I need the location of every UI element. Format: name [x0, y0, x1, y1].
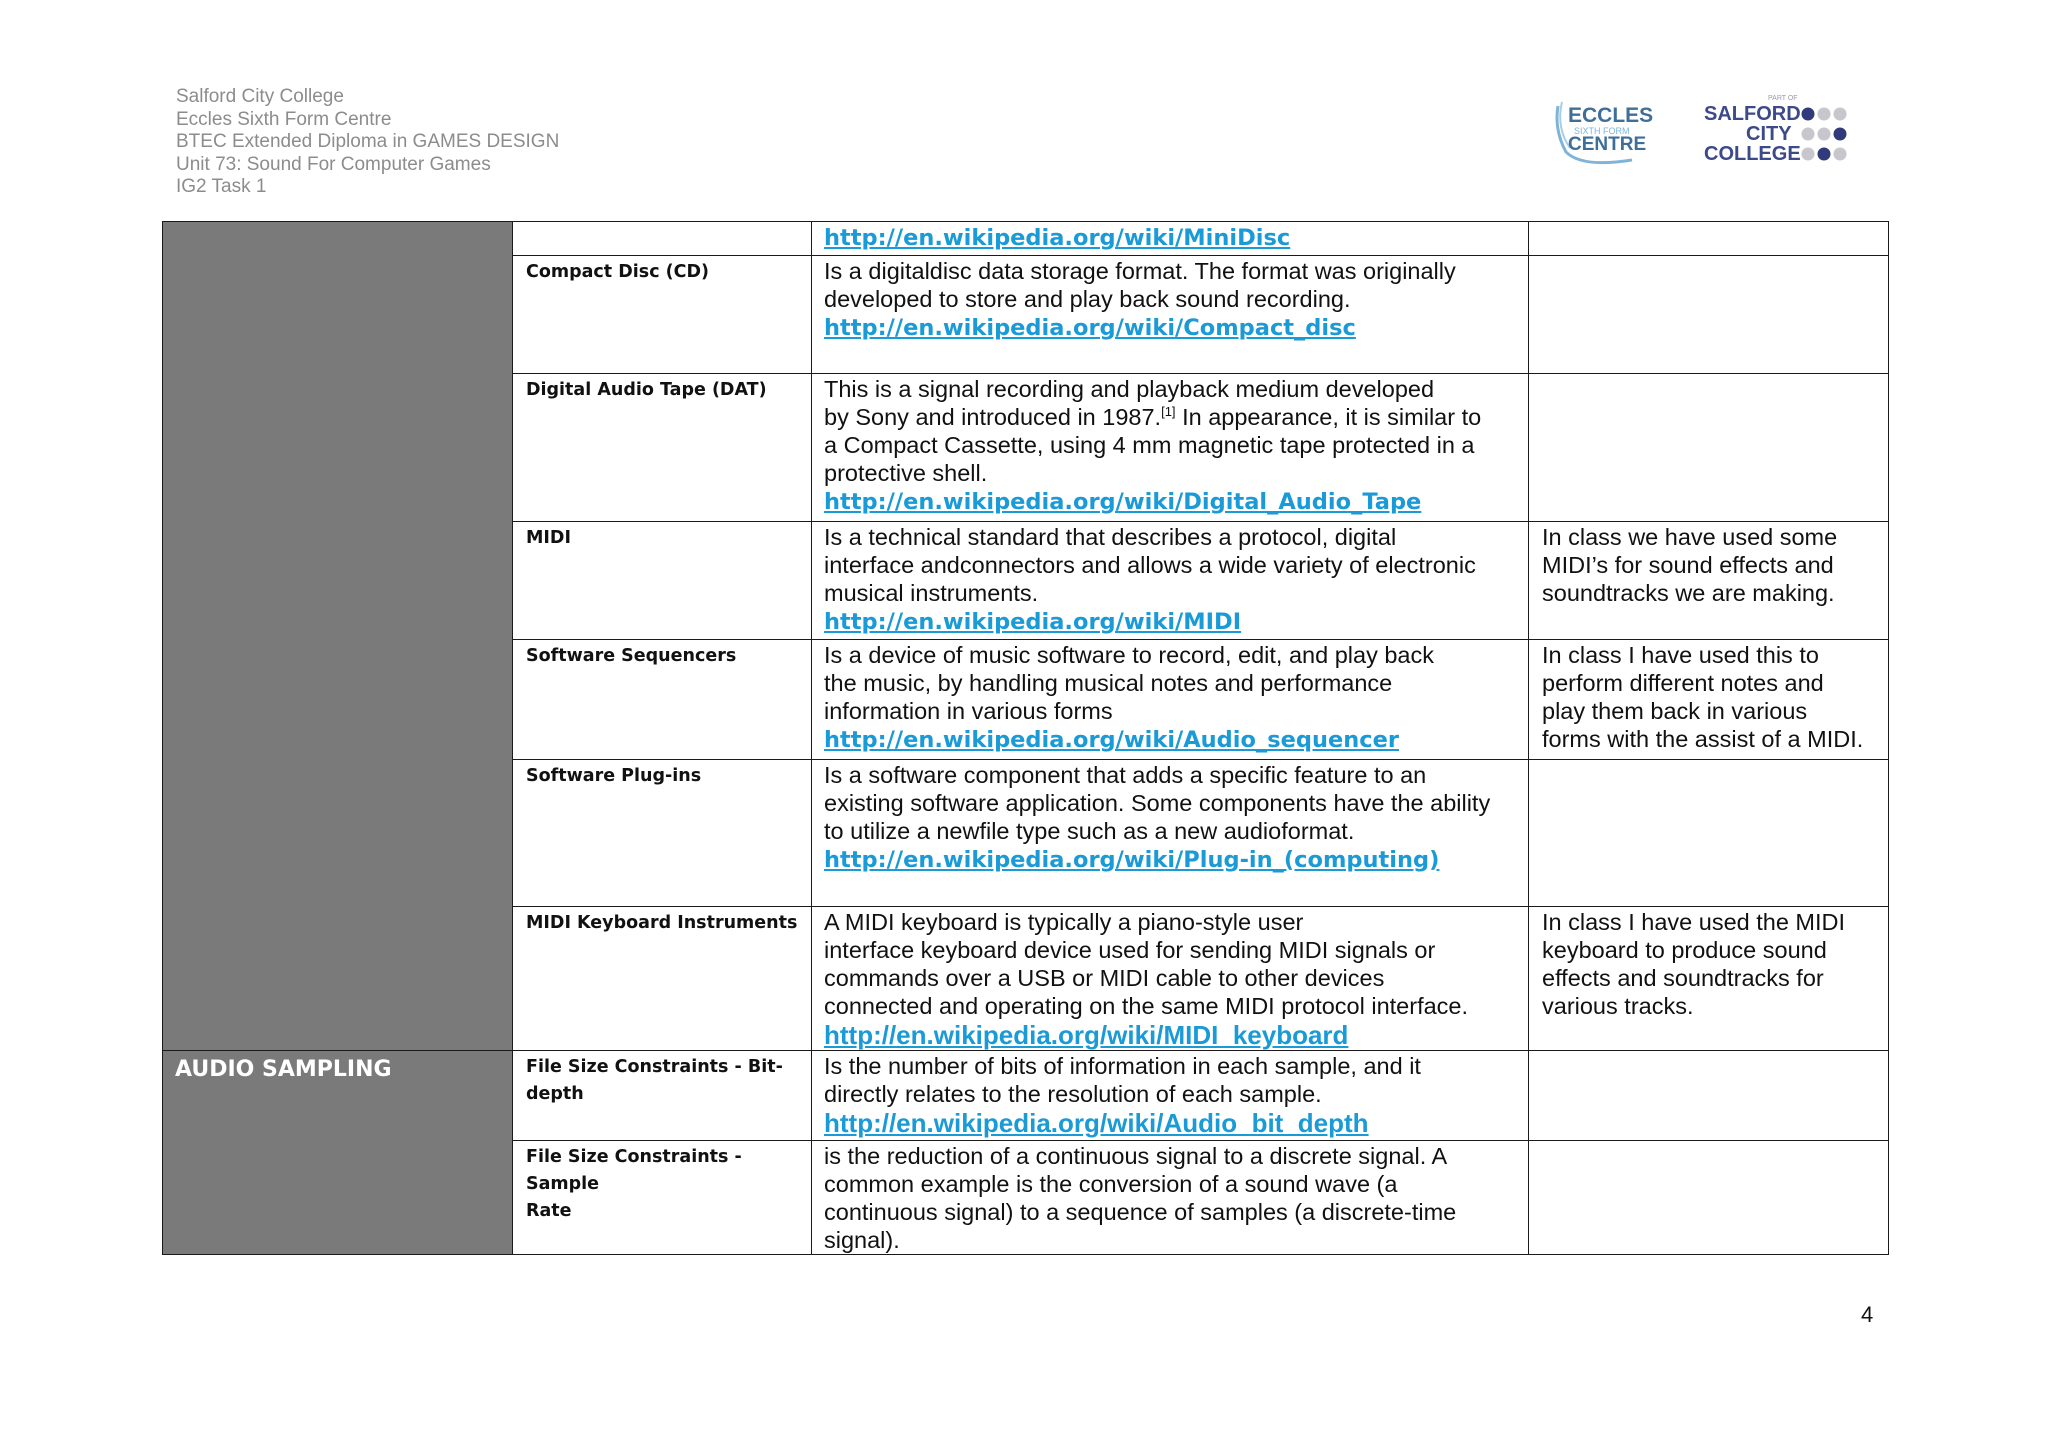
college-logos	[1552, 92, 1882, 170]
notes-cell	[1529, 760, 1889, 907]
term-cell: Compact Disc (CD)	[513, 256, 812, 374]
notes-cell: In class we have used some MIDI’s for sound effects and soundtracks we are making.	[1529, 522, 1889, 640]
salford-logo-line1: SALFORD	[1704, 103, 1801, 125]
wiki-link-compact-disc[interactable]: http://en.wikipedia.org/wiki/Compact_disc	[824, 315, 1356, 341]
salford-logo-dots	[1802, 108, 1847, 161]
description-cell	[812, 374, 1529, 522]
notes-cell: In class I have used the MIDI keyboard to produce sound effects and soundtracks for various tracks.	[1529, 907, 1889, 1051]
term-cell: File Size Constraints - Sample Rate	[513, 1141, 812, 1255]
eccles-logo-line1: ECCLES	[1568, 104, 1654, 127]
description-cell	[812, 522, 1529, 640]
section-audio-sampling: AUDIO SAMPLING	[163, 1051, 513, 1255]
description-text: Is a digitaldisc data storage format. The format was originally developed to store and play back sound recording.	[824, 258, 1456, 312]
description-cell	[812, 1051, 1529, 1141]
salford-logo-line3: COLLEGE	[1704, 143, 1801, 165]
term-cell: MIDI Keyboard Instruments	[513, 907, 812, 1051]
term-cell: Digital Audio Tape (DAT)	[513, 374, 812, 522]
document-header	[176, 86, 559, 199]
description-cell	[812, 256, 1529, 374]
header-centre: Eccles Sixth Form Centre	[176, 108, 392, 130]
header-college: Salford City College	[176, 86, 344, 107]
description-cell	[812, 1141, 1529, 1255]
description-text: Is a software component that adds a specific feature to an existing software application. Some components have the ability to utilize a newfile type such as a new audioformat.	[824, 762, 1491, 844]
term-cell: File Size Constraints - Bit- depth	[513, 1051, 812, 1141]
header-task: IG2 Task 1	[176, 176, 267, 198]
term-cell: MIDI	[513, 522, 812, 640]
wiki-link-midi-keyboard[interactable]: http://en.wikipedia.org/wiki/MIDI_keyboard	[824, 1020, 1349, 1050]
wiki-link-midi[interactable]: http://en.wikipedia.org/wiki/MIDI	[824, 609, 1242, 635]
description-cell	[812, 222, 1529, 256]
description-text-part: This is a signal recording and playback medium developed by Sony and introduced in 1987.	[824, 376, 1435, 430]
description-cell	[812, 907, 1529, 1051]
description-text: Is a technical standard that describes a protocol, digital interface andconnectors and allows a wide variety of electronic musical instruments.	[824, 524, 1476, 606]
description-text: A MIDI keyboard is typically a piano-style user interface keyboard device used for sending MIDI signals or commands over a USB or MIDI cable to other devices connected and operating on the same MIDI protocol interface.	[824, 909, 1469, 1019]
description-text-part: In appearance, it is similar to a Compact Cassette, using 4 mm magnetic tape protected in a protective shell.	[824, 404, 1482, 486]
description-text: is the reduction of a continuous signal to a discrete signal. A common example is the conversion of a sound wave (a continuous signal) to a sequence of samples (a discrete-time signal).	[824, 1143, 1457, 1253]
section-cell-blank	[163, 222, 513, 1051]
description-text: Is a device of music software to record, edit, and play back the music, by handling musical notes and performance information in various forms	[824, 642, 1434, 724]
notes-cell	[1529, 1051, 1889, 1141]
notes-cell	[1529, 256, 1889, 374]
term-cell: Software Plug-ins	[513, 760, 812, 907]
term-cell: Software Sequencers	[513, 640, 812, 760]
term-cell	[513, 222, 812, 256]
eccles-centre-logo	[1557, 102, 1653, 163]
table-row	[163, 222, 1889, 256]
description-text	[824, 375, 1520, 487]
description-text: Is the number of bits of information in each sample, and it directly relates to the resolution of each sample.	[824, 1053, 1421, 1107]
salford-city-college-logo	[1704, 95, 1847, 165]
wiki-link-dat[interactable]: http://en.wikipedia.org/wiki/Digital_Audio_Tape	[824, 489, 1422, 515]
sound-formats-table	[162, 221, 1889, 1255]
table-row	[163, 1051, 1889, 1141]
wiki-link-audio-sequencer[interactable]: http://en.wikipedia.org/wiki/Audio_sequencer	[824, 727, 1399, 753]
notes-cell	[1529, 374, 1889, 522]
header-course: BTEC Extended Diploma in GAMES DESIGN	[176, 131, 560, 153]
salford-logo-tag: PART OF	[1768, 95, 1798, 102]
header-unit: Unit 73: Sound For Computer Games	[176, 153, 491, 175]
wiki-link-audio-bit-depth[interactable]: http://en.wikipedia.org/wiki/Audio_bit_depth	[824, 1108, 1369, 1138]
notes-cell	[1529, 222, 1889, 256]
description-cell	[812, 760, 1529, 907]
page-number: 4	[1861, 1302, 1874, 1327]
eccles-logo-line2: SIXTH FORM	[1574, 126, 1630, 136]
description-cell	[812, 640, 1529, 760]
salford-logo-line2: CITY	[1746, 123, 1792, 145]
wiki-link-minidisc[interactable]: http://en.wikipedia.org/wiki/MiniDisc	[824, 225, 1291, 251]
notes-cell: In class I have used this to perform different notes and play them back in various forms with the assist of a MIDI.	[1529, 640, 1889, 760]
notes-cell	[1529, 1141, 1889, 1255]
wiki-link-plug-in[interactable]: http://en.wikipedia.org/wiki/Plug-in_(computing)	[824, 847, 1440, 873]
citation-superscript: [1]	[1161, 404, 1176, 420]
eccles-logo-line3: CENTRE	[1568, 134, 1647, 155]
